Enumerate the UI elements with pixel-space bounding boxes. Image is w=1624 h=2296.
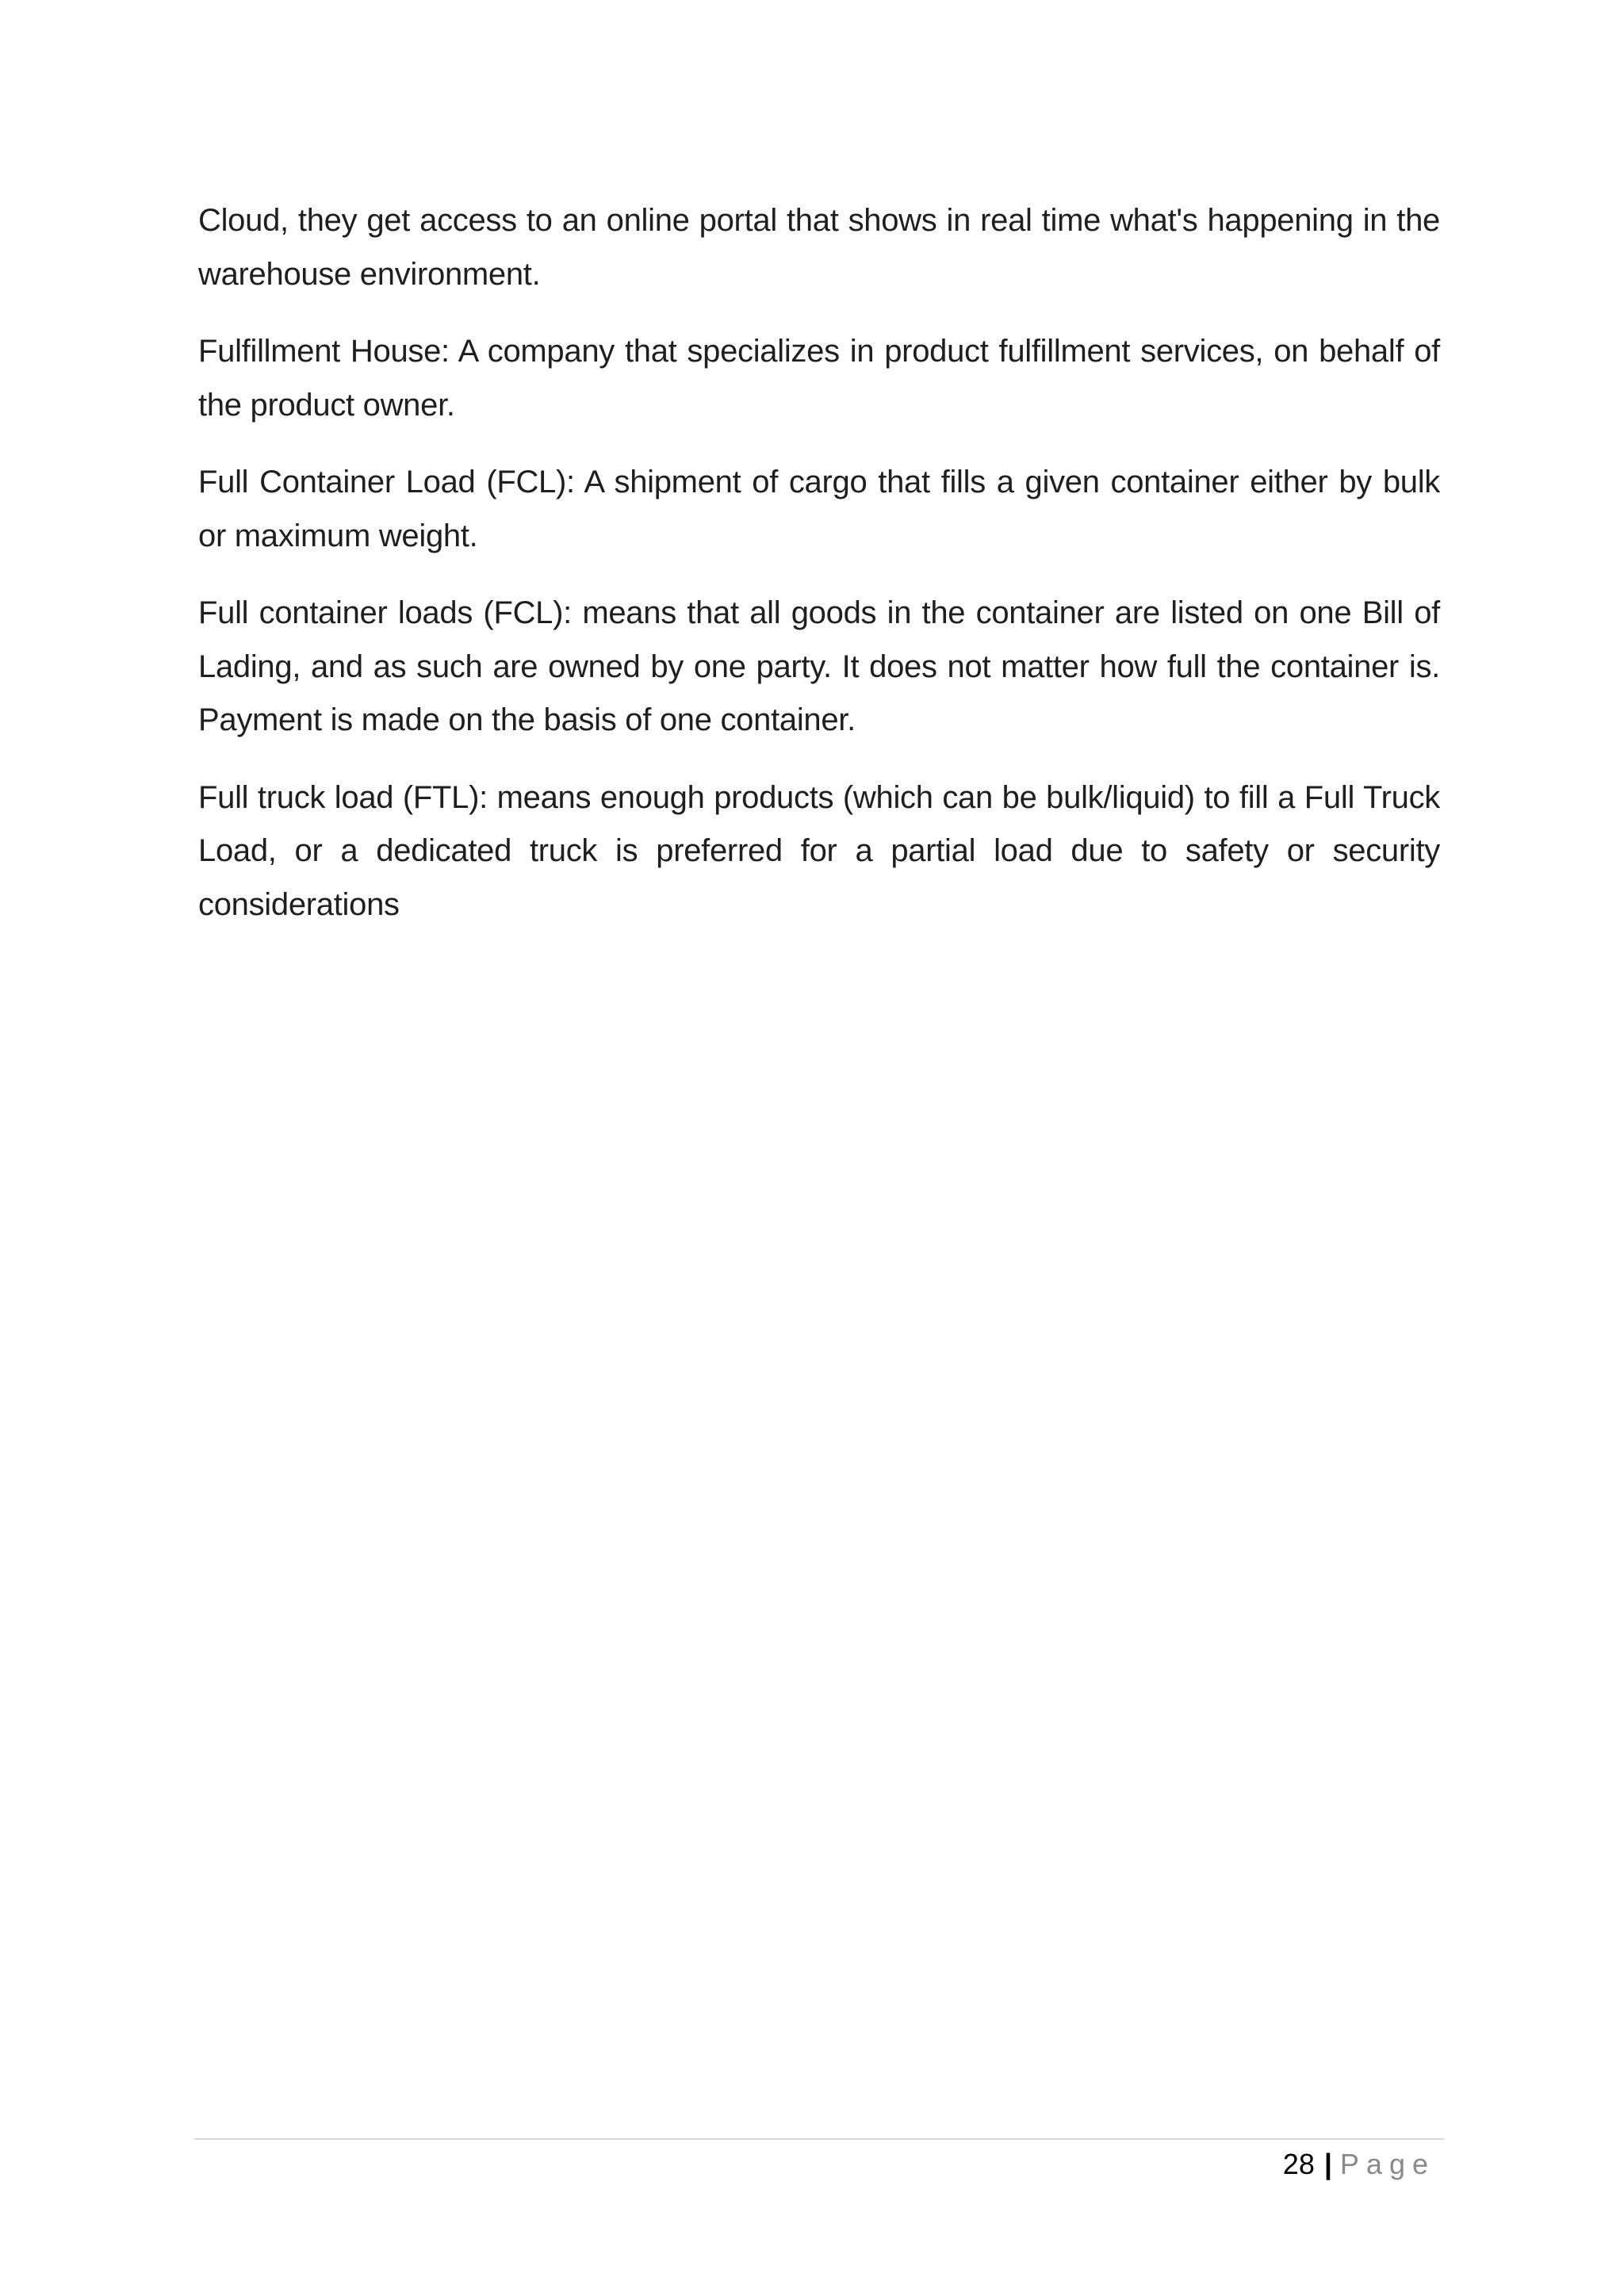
paragraph-cloud-portal: Cloud, they get access to an online portal that shows in real time what's happening in the warehouse environment. <box>198 203 1440 292</box>
paragraph-full-container-load: Full Container Load (FCL): A shipment of cargo that fills a given container either by bulk or maximum weight. <box>198 465 1440 553</box>
paragraph-full-truck-load: Full truck load (FTL): means enough products (which can be bulk/liquid) to fill a Full Truck Load, or a dedicated truck is preferred for a partial load due to safety or security considerations <box>198 779 1440 922</box>
footer-separator: | <box>1323 2148 1332 2180</box>
footer-divider <box>194 2138 1444 2140</box>
page-label: Page <box>1339 2148 1435 2180</box>
paragraph-full-container-loads: Full container loads (FCL): means that all goods in the container are listed on one Bill of Lading, and as such are owned by one party. It does not matter how full the container is. Payment is made on the basis of one container. <box>198 595 1440 737</box>
paragraph-fulfillment-house: Fulfillment House: A company that specializes in product fulfillment services, on behalf of the product owner. <box>198 334 1440 423</box>
body-text <box>198 194 1440 955</box>
page-number: 28 <box>1282 2148 1315 2180</box>
page-footer <box>1283 2145 1435 2183</box>
